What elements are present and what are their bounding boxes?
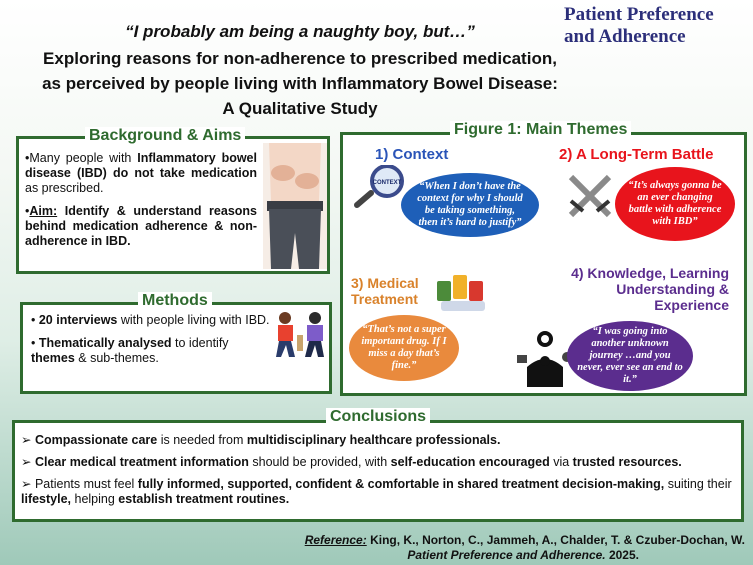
theme-treatment-title: 3) Medical Treatment [351, 275, 419, 307]
reference [300, 533, 745, 563]
background-box [16, 136, 330, 274]
abdominal-pain-illustration [263, 143, 327, 269]
knowledge-quote-bubble: “I was going into another unknown journey …and you never, ever see an end to it.” [567, 321, 693, 391]
title-line3: A Qualitative Study [222, 99, 378, 118]
context-quote-bubble: “When I don’t have the context for why I should be taking something, then it’s hard to justify” [401, 173, 539, 237]
treatment-quote-bubble: “That’s not a super important drug. If I miss a day that’s fine.” [349, 315, 459, 381]
theme-knowledge-title: 4) Knowledge, Learning Understanding & Experience [571, 265, 729, 313]
interview-icon [271, 309, 329, 359]
title-line2: as perceived by people living with Inflammatory Bowel Disease: [42, 74, 558, 93]
title-quote: “I probably am being a naughty boy, but…” [125, 22, 475, 41]
methods-box [20, 302, 332, 394]
title-main [15, 46, 585, 121]
background-point-2: •Aim: Identify & understand reasons behind medication adherence & non-adherence in IBD. [25, 204, 257, 248]
reference-line1: Reference: King, K., Norton, C., Jammeh, A., Chalder, T. & Czuber-Dochan, W. [304, 533, 745, 547]
magnifier-icon-label: CONTEXT [372, 180, 402, 186]
methods-point-2: • Thematically analysed to identify themes & sub-themes. [31, 336, 229, 365]
conclusions-text [21, 433, 749, 514]
conclusion-3: ➢ Patients must feel fully informed, supported, confident & comfortable in shared treatment decision-making, suiting their lifestyle, helping establish treatment routines. [21, 477, 732, 506]
methods-heading: Methods [138, 292, 212, 310]
battle-quote-bubble: “It’s always gonna be an ever changing battle with adherence with IBD” [615, 167, 735, 241]
background-point-1: •Many people with Inflammatory bowel disease (IBD) do not take medication as prescribed. [25, 151, 257, 195]
crossed-swords-icon [565, 171, 615, 223]
reference-line2: Patient Preference and Adherence. 2025. [407, 548, 639, 562]
methods-point-1: • 20 interviews with people living with IBD. [31, 313, 270, 327]
themes-box [340, 132, 747, 396]
conclusions-box [12, 420, 744, 522]
title-line1: Exploring reasons for non-adherence to prescribed medication, [43, 49, 557, 68]
background-text [25, 151, 257, 257]
medication-icon [433, 271, 493, 313]
background-heading: Background & Aims [85, 127, 245, 145]
themes-heading: Figure 1: Main Themes [450, 121, 631, 139]
journal-logo-line1: Patient Preference [564, 4, 714, 25]
learning-person-icon [515, 327, 573, 391]
conclusion-2: ➢ Clear medical treatment information should be provided, with self-education encouraged via trusted resources. [21, 455, 682, 469]
conclusion-1: ➢ Compassionate care is needed from multidisciplinary healthcare professionals. [21, 433, 501, 447]
theme-battle-title: 2) A Long-Term Battle [559, 146, 714, 163]
theme-context-title: 1) Context [375, 146, 449, 163]
journal-logo-line2: and Adherence [564, 26, 686, 47]
methods-text [31, 313, 271, 374]
journal-logo [564, 4, 753, 48]
conclusions-heading: Conclusions [326, 408, 430, 426]
